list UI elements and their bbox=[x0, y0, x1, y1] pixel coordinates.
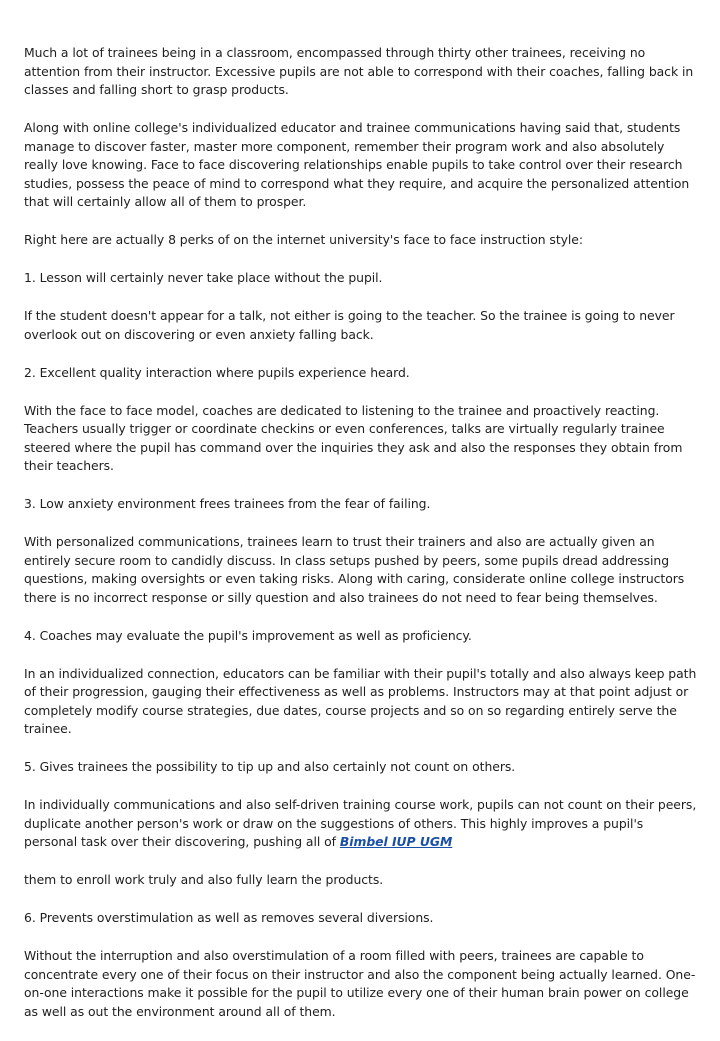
paragraph-perk-5-continued: them to enroll work truly and also fully learn the products. bbox=[24, 872, 384, 887]
paragraph-online-college: Along with online college's individualized educator and trainee communications having said that, students manage to discover faster, master more component, remember their program work and also absolutely really love knowing. Face to face discovering relationships enable pupils to take control over their research studies, possess the peace of mind to correspond what they require, and acquire the personalized attention that will certainly allow all of them to prosper. bbox=[24, 120, 690, 209]
paragraph-perks-intro: Right here are actually 8 perks of on the internet university's face to face instruction style: bbox=[24, 232, 584, 247]
paragraph-perk-3: With personalized communications, trainees learn to trust their trainers and also are actually given an entirely secure room to candidly discuss. In class setups pushed by peers, some pupils dread addressing questions, making oversights or even taking risks. Along with caring, considerate online college instructors there is no incorrect response or silly question and also trainees do not need to fear being themselves. bbox=[24, 534, 685, 605]
article-body bbox=[24, 44, 700, 1041]
bimbel-iup-ugm-link[interactable]: Bimbel IUP UGM bbox=[339, 834, 453, 849]
paragraph-intro: Much a lot of trainees being in a classroom, encompassed through thirty other trainees, receiving no attention from their instructor. Excessive pupils are not able to correspond with their coaches, falling back in classes and falling short to grasp products. bbox=[24, 45, 694, 97]
heading-perk-5: 5. Gives trainees the possibility to tip up and also certainly not count on others. bbox=[24, 759, 516, 774]
paragraph-perk-5-text: In individually communications and also self-driven training course work, pupils can not count on their peers, duplicate another person's work or draw on the suggestions of others. This highly improves a pupil's personal task over their discovering, pushing all of bbox=[24, 797, 697, 849]
paragraph-perk-1: If the student doesn't appear for a talk, not either is going to the teacher. So the trainee is going to never overlook out on discovering or even anxiety falling back. bbox=[24, 308, 675, 342]
paragraph-perk-5 bbox=[24, 796, 700, 852]
paragraph-perk-4: In an individualized connection, educators can be familiar with their pupil's totally and also always keep path of their progression, gauging their effectiveness as well as problems. Instructors may at that point adjust or completely modify course strategies, due dates, course projects and so on so regarding entirely serve the trainee. bbox=[24, 665, 697, 736]
heading-perk-2: 2. Excellent quality interaction where pupils experience heard. bbox=[24, 364, 410, 380]
heading-perk-1: 1. Lesson will certainly never take place without the pupil. bbox=[24, 270, 383, 285]
heading-perk-6: 6. Prevents overstimulation as well as removes several diversions. bbox=[24, 910, 434, 925]
paragraph-perk-2: With the face to face model, coaches are dedicated to listening to the trainee and proactively reacting. Teachers usually trigger or coordinate checkins or even conferences, talks are virtually regularly trainee steered where the pupil has command over the inquiries they ask and also the responses they obtain from their teachers. bbox=[24, 402, 683, 473]
heading-perk-3: 3. Low anxiety environment frees trainees from the fear of failing. bbox=[24, 496, 431, 511]
heading-perk-4: 4. Coaches may evaluate the pupil's improvement as well as proficiency. bbox=[24, 627, 472, 643]
paragraph-perk-6: Without the interruption and also overstimulation of a room filled with peers, trainees are capable to concentrate every one of their focus on their instructor and also the component being actually learned. One-on-one interactions make it possible for the pupil to utilize every one of their human brain power on college as well as out the environment around all of them. bbox=[24, 948, 696, 1019]
